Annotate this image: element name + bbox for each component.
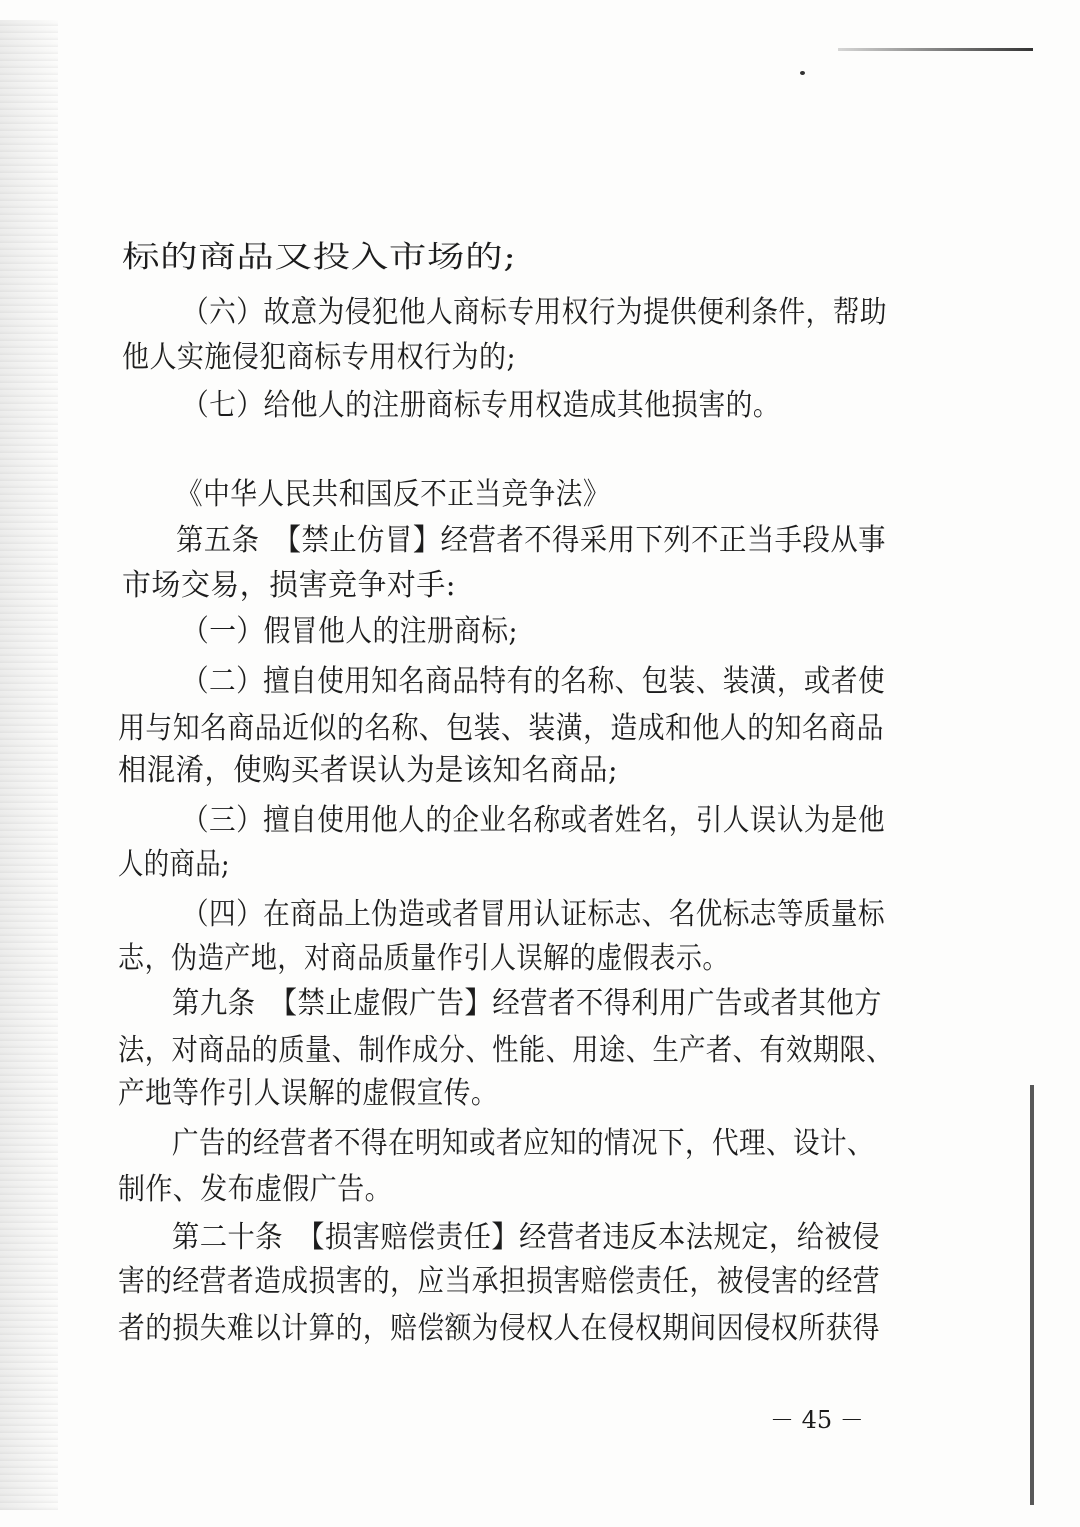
text-line-15: 志，伪造产地，对商品质量作引人误解的虚假表示。 bbox=[118, 941, 729, 976]
text-line-6: 第五条 【禁止仿冒】经营者不得采用下列不正当手段从事 bbox=[176, 523, 886, 558]
text-line-8: （一）假冒他人的注册商标; bbox=[182, 614, 518, 649]
text-line-7: 市场交易，损害竞争对手: bbox=[122, 568, 456, 603]
text-line-10: 用与知名商品近似的名称、包装、装潢，造成和他人的知名商品 bbox=[118, 711, 884, 746]
text-line-23: 者的损失难以计算的，赔偿额为侵权人在侵权期间因侵权所获得 bbox=[118, 1311, 880, 1346]
text-line-16: 第九条 【禁止虚假广告】经营者不得利用广告或者其他方 bbox=[172, 986, 882, 1021]
page-number: － 45 － bbox=[770, 1406, 864, 1434]
text-line-12: （三）擅自使用他人的企业名称或者姓名，引人误认为是他 bbox=[182, 803, 885, 838]
scan-edge-shadow bbox=[0, 20, 58, 1510]
text-line-1: 标的商品又投入市场的; bbox=[122, 240, 517, 275]
scan-right-edge bbox=[1030, 1085, 1034, 1505]
law-title: 《中华人民共和国反不正当竞争法》 bbox=[176, 477, 610, 512]
text-line-3: 他人实施侵犯商标专用权行为的; bbox=[122, 340, 516, 375]
text-line-20: 制作、发布虚假广告。 bbox=[118, 1172, 392, 1207]
text-line-18: 产地等作引人误解的虚假宣传。 bbox=[118, 1076, 498, 1111]
scan-dot-mark bbox=[800, 71, 805, 75]
text-line-14: （四）在商品上伪造或者冒用认证标志、名优标志等质量标 bbox=[182, 897, 885, 932]
text-line-9: （二）擅自使用知名商品特有的名称、包装、装潢，或者使 bbox=[182, 664, 885, 699]
text-line-19: 广告的经营者不得在明知或者应知的情况下，代理、设计、 bbox=[172, 1126, 874, 1161]
text-line-4: （七）给他人的注册商标专用权造成其他损害的。 bbox=[182, 388, 780, 423]
text-line-22: 害的经营者造成损害的，应当承担损害赔偿责任，被侵害的经营 bbox=[118, 1264, 880, 1299]
text-line-11: 相混淆，使购买者误认为是该知名商品; bbox=[118, 753, 618, 788]
text-line-17: 法，对商品的质量、制作成分、性能、用途、生产者、有效期限、 bbox=[118, 1033, 893, 1068]
text-line-2: （六）故意为侵犯他人商标专用权行为提供便利条件，帮助 bbox=[182, 295, 887, 330]
scan-top-mark bbox=[838, 48, 1033, 51]
text-line-13: 人的商品; bbox=[118, 847, 230, 882]
text-line-21: 第二十条 【损害赔偿责任】经营者违反本法规定，给被侵 bbox=[172, 1220, 880, 1255]
